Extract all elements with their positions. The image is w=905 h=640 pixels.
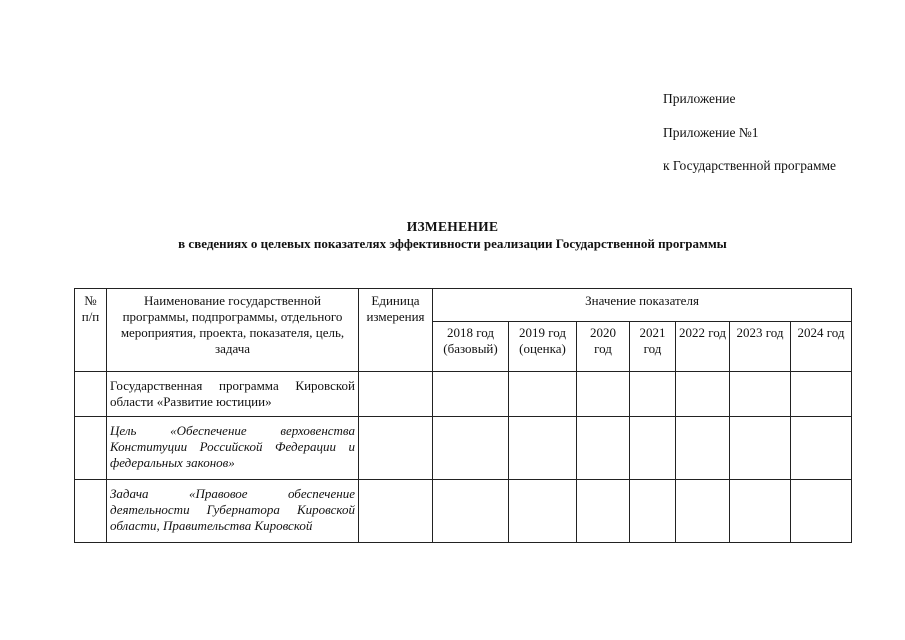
- empty-cell: [676, 372, 730, 417]
- appendix-line-3: к Государственной программе: [663, 158, 837, 173]
- empty-cell: [359, 372, 433, 417]
- empty-cell: [730, 372, 791, 417]
- empty-cell: [433, 417, 509, 480]
- empty-cell: [791, 417, 852, 480]
- empty-cell: [676, 417, 730, 480]
- row-name-goal: Цель «Обеспечение верховенства Конституции Российской Федерации и федеральных законов»: [107, 417, 359, 480]
- empty-cell: [359, 417, 433, 480]
- empty-cell: [630, 372, 676, 417]
- table-row: [75, 372, 852, 417]
- empty-cell: [433, 480, 509, 543]
- empty-cell: [509, 372, 577, 417]
- header-unit: Единица измерения: [359, 289, 433, 372]
- header-year-2018: 2018 год (базовый): [433, 322, 509, 372]
- appendix-line-1: Приложение: [663, 91, 736, 106]
- header-indicator-value: Значение показателя: [433, 289, 852, 322]
- table-row: [75, 480, 852, 543]
- row-name-task: Задача «Правовое обеспечение деятельности Губернатора Кировской области, Правительства Кировской: [107, 480, 359, 543]
- document-title: ИЗМЕНЕНИЕ: [406, 219, 499, 234]
- empty-cell: [359, 480, 433, 543]
- table-row: [75, 417, 852, 480]
- header-year-2022: 2022 год: [676, 322, 730, 372]
- empty-cell: [433, 372, 509, 417]
- empty-cell: [791, 480, 852, 543]
- row-number: [75, 372, 107, 417]
- header-year-2019: 2019 год (оценка): [509, 322, 577, 372]
- empty-cell: [577, 480, 630, 543]
- header-year-2023: 2023 год: [730, 322, 791, 372]
- empty-cell: [791, 372, 852, 417]
- row-name-program: Государственная программа Кировской области «Развитие юстиции»: [107, 372, 359, 417]
- row-number: [75, 417, 107, 480]
- header-year-2020: 2020 год: [577, 322, 630, 372]
- empty-cell: [630, 417, 676, 480]
- appendix-line-2: Приложение №1: [663, 125, 759, 140]
- header-name: Наименование государственной программы, подпрограммы, отдельного мероприятия, проекта, показателя, цель, задача: [107, 289, 359, 372]
- document-subtitle: в сведениях о целевых показателях эффективности реализации Государственной программы: [178, 236, 727, 251]
- empty-cell: [509, 480, 577, 543]
- empty-cell: [730, 417, 791, 480]
- header-year-2021: 2021 год: [630, 322, 676, 372]
- indicators-table: [74, 288, 852, 543]
- header-number: № п/п: [75, 289, 107, 372]
- empty-cell: [577, 372, 630, 417]
- header-year-2024: 2024 год: [791, 322, 852, 372]
- empty-cell: [630, 480, 676, 543]
- empty-cell: [730, 480, 791, 543]
- empty-cell: [509, 417, 577, 480]
- empty-cell: [676, 480, 730, 543]
- empty-cell: [577, 417, 630, 480]
- row-number: [75, 480, 107, 543]
